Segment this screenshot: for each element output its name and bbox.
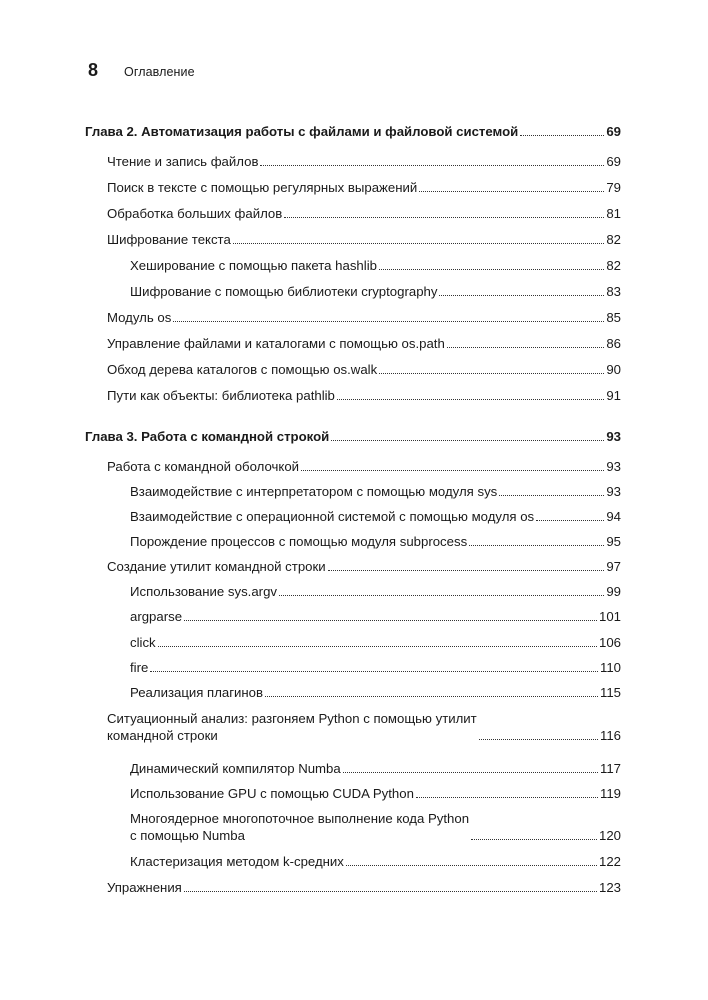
leader-dots (447, 347, 605, 348)
toc-entry[interactable] (85, 785, 621, 802)
toc-entry-page: 79 (606, 180, 621, 195)
toc-entry-title: Использование GPU с помощью CUDA Python (130, 786, 414, 801)
toc-entry-page: 99 (606, 584, 621, 599)
leader-dots (379, 269, 604, 270)
toc-entry-page: 123 (598, 880, 621, 895)
leader-dots (419, 191, 604, 192)
toc-entry-page: 83 (606, 284, 621, 299)
toc-entry-page: 101 (598, 609, 621, 624)
toc-entry-title (130, 810, 469, 844)
toc-entry[interactable] (85, 634, 621, 651)
toc-entry-title-line-1: Ситуационный анализ: разгоняем Python с помощью утилит (107, 711, 477, 726)
toc-entry[interactable] (85, 659, 621, 676)
toc-entry-title: Упражнения (107, 880, 182, 895)
leader-dots (173, 321, 604, 322)
leader-dots (416, 797, 598, 798)
toc-entry[interactable] (85, 458, 621, 475)
toc-entry-page: 119 (599, 786, 621, 801)
toc-entry-title: argparse (130, 609, 183, 624)
toc-entry-title: Пути как объекты: библиотека pathlib (107, 388, 335, 403)
leader-dots (520, 135, 604, 136)
leader-dots (469, 545, 604, 546)
toc-entry-title: Шифрование с помощью библиотеки cryptography (130, 284, 438, 299)
toc-entry-page: 115 (599, 685, 621, 700)
leader-dots (158, 646, 597, 647)
toc-entry-title-line-1: Многоядерное многопоточное выполнение кода Python (130, 811, 470, 826)
toc-entry-page: 81 (606, 206, 621, 221)
toc-entry-title: Обход дерева каталогов с помощью os.walk (107, 362, 378, 377)
toc-entry-page: 97 (606, 559, 621, 574)
leader-dots (331, 440, 604, 441)
toc-entry-page: 122 (598, 854, 621, 869)
toc-entry-title-line-2: командной строки (107, 728, 218, 743)
leader-dots (536, 520, 604, 521)
toc-entry-page: 90 (606, 362, 621, 377)
leader-dots (184, 620, 597, 621)
toc-entry[interactable] (85, 283, 621, 300)
toc-entry-page: 117 (599, 761, 621, 776)
toc-entry-title: Хеширование с помощью пакета hashlib (130, 258, 377, 273)
toc-entry-page: 93 (606, 429, 621, 444)
toc-entry-title: Кластеризация методом k-средних (130, 854, 344, 869)
toc-entry-page: 93 (606, 459, 621, 474)
toc-entry-page: 85 (606, 310, 621, 325)
toc-entry-page: 82 (606, 258, 621, 273)
page-number: 8 (88, 60, 99, 80)
toc-entry[interactable] (85, 533, 621, 550)
leader-dots (301, 470, 604, 471)
toc-entry-title: Шифрование текста (107, 232, 231, 247)
leader-dots (471, 839, 597, 840)
toc-entry[interactable] (85, 205, 621, 222)
toc-entry-title: Чтение и запись файлов (107, 154, 259, 169)
leader-dots (343, 772, 598, 773)
leader-dots (265, 696, 598, 697)
toc-entry-page: 82 (606, 232, 621, 247)
leader-dots (233, 243, 605, 244)
toc-entry-title: Создание утилит командной строки (107, 559, 326, 574)
toc-entry[interactable] (85, 179, 621, 196)
toc-entry-title: Использование sys.argv (130, 584, 277, 599)
leader-dots (379, 373, 604, 374)
toc-entry[interactable] (85, 361, 621, 378)
toc-entry-title: Реализация плагинов (130, 685, 264, 700)
toc-entry-page: 110 (599, 660, 621, 675)
toc-entry-chapter-2[interactable] (85, 123, 621, 140)
toc-entry-title: Управление файлами и каталогами с помощью os.path (107, 336, 445, 351)
toc-entry[interactable] (85, 760, 621, 777)
toc-entry-page: 106 (598, 635, 621, 650)
toc-entry[interactable] (85, 608, 621, 625)
leader-dots (337, 399, 604, 400)
toc-entry[interactable] (85, 483, 621, 500)
toc-entry[interactable] (85, 508, 621, 525)
leader-dots (279, 595, 604, 596)
toc-entry[interactable] (85, 879, 621, 896)
toc-entry-chapter-3[interactable] (85, 428, 621, 445)
toc-entry-title: Взаимодействие с интерпретатором с помощью модуля sys (130, 484, 498, 499)
toc-entry-title: Обработка больших файлов (107, 206, 283, 221)
toc-entry-title (107, 710, 477, 744)
leader-dots (346, 865, 597, 866)
toc-entry-page: 116 (599, 728, 621, 743)
toc-entry[interactable] (85, 558, 621, 575)
leader-dots (439, 295, 604, 296)
toc-entry-title: Динамический компилятор Numba (130, 761, 341, 776)
leader-dots (260, 165, 604, 166)
toc-entry-title: Поиск в тексте с помощью регулярных выражений (107, 180, 418, 195)
leader-dots (328, 570, 605, 571)
page-header (88, 60, 195, 81)
leader-dots (499, 495, 604, 496)
leader-dots (150, 671, 598, 672)
leader-dots (184, 891, 597, 892)
toc-entry-page: 86 (606, 336, 621, 351)
toc-entry[interactable] (85, 153, 621, 170)
toc-entry-page: 93 (606, 484, 621, 499)
toc-entry-title: Глава 2. Автоматизация работы с файлами и файловой системой (85, 124, 519, 139)
toc-entry-page: 120 (598, 828, 621, 843)
toc-entry[interactable] (85, 853, 621, 870)
toc-entry-page: 69 (606, 154, 621, 169)
toc-entry-title: Взаимодействие с операционной системой с помощью модуля os (130, 509, 535, 524)
toc-entry-title: fire (130, 660, 149, 675)
toc-entry-title: Модуль os (107, 310, 172, 325)
toc-entry[interactable] (85, 387, 621, 404)
toc-entry-title: click (130, 635, 156, 650)
toc-entry-multiline[interactable] (85, 710, 621, 744)
running-title: Оглавление (124, 65, 195, 79)
toc-entry[interactable] (85, 684, 621, 701)
toc-entry-title-line-2: с помощью Numba (130, 828, 245, 843)
toc-entry[interactable] (85, 231, 621, 248)
toc-entry-title: Работа с командной оболочкой (107, 459, 300, 474)
toc-entry[interactable] (85, 583, 621, 600)
toc-entry-title: Глава 3. Работа с командной строкой (85, 429, 330, 444)
toc-entry-page: 69 (606, 124, 621, 139)
toc-entry[interactable] (85, 309, 621, 326)
toc-entry[interactable] (85, 257, 621, 274)
toc-entry-page: 91 (606, 388, 621, 403)
toc-entry-page: 95 (606, 534, 621, 549)
leader-dots (479, 739, 598, 740)
toc-entry-multiline[interactable] (85, 810, 621, 844)
toc-entry-page: 94 (606, 509, 621, 524)
toc-entry-title: Порождение процессов с помощью модуля subprocess (130, 534, 468, 549)
toc-entry[interactable] (85, 335, 621, 352)
leader-dots (284, 217, 604, 218)
